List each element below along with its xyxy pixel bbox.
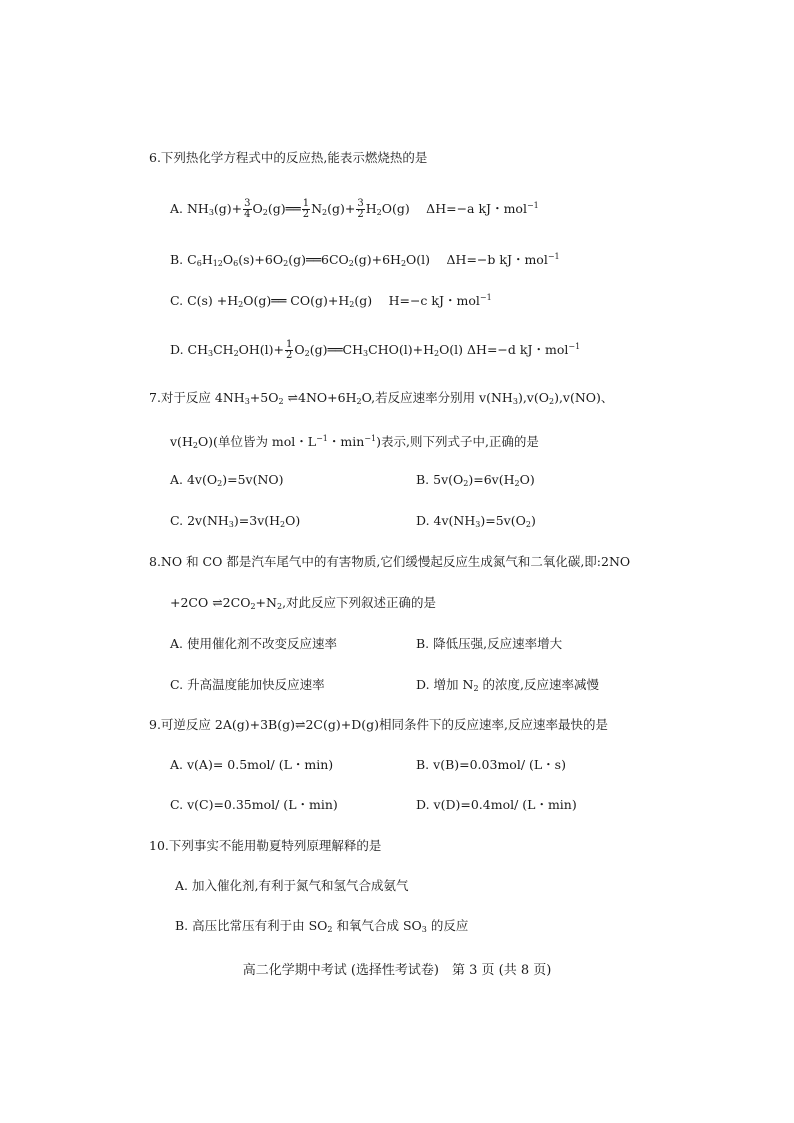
q6-option-b: B. $C_6H_{12}O_6(s)+6O_2(g)══6CO_2(g)+6H_2O(l)$ ΔH=−b kJ・mol$^{-1}$ bbox=[170, 252, 560, 268]
q7-option-d: D. $4v(NH_3)=5v(O_2)$ bbox=[416, 513, 536, 529]
fraction: $\frac{1}{2}$ bbox=[286, 339, 293, 361]
q9-option-c: C. v(C)=0.35mol/ (L・min) bbox=[170, 797, 338, 812]
q10-option-a: A. 加入催化剂,有利于氮气和氢气合成氨气 bbox=[175, 878, 409, 893]
q10-option-b: B. 高压比常压有利于由 $SO_2$ 和氧气合成 $SO_3$ 的反应 bbox=[175, 918, 469, 934]
q9-option-b: B. v(B)=0.03mol/ (L・s) bbox=[416, 757, 566, 772]
q6-option-c: C. $C(s) +H_2O(g)══$ $CO(g)+H_2(g)$ H=−c kJ・mol$^{-1}$ bbox=[170, 293, 492, 309]
q8-option-a: A. 使用催化剂不改变反应速率 bbox=[170, 636, 337, 651]
q7-option-a: A. $4v(O_2)=5v(NO)$ bbox=[170, 472, 284, 488]
q6-option-d: D. $CH_3CH_2OH(l)+$ $\frac{1}{2}$ $O_2(g)══CH_3CHO(l)+H_2O(l)$ ΔH=−d kJ・mol$^{-1}$ bbox=[170, 339, 581, 361]
q8-option-c: C. 升高温度能加快反应速率 bbox=[170, 677, 325, 692]
q8-stem-line2: +2CO $\rightleftharpoons 2CO_2+N_2$,对此反应下列叙述正确的是 bbox=[170, 595, 437, 611]
fraction: $\frac{3}{2}$ bbox=[357, 198, 364, 220]
q7-stem-line2: $v(H_2O)$(单位皆为 mol・$L^{-1}$・$\min^{-1}$)表示,则下列式子中,正确的是 bbox=[170, 434, 539, 450]
page-footer: 高二化学期中考试 (选择性考试卷) 第 3 页 (共 8 页) bbox=[242, 963, 552, 978]
q8-option-d: D. 增加 $N_2$ 的浓度,反应速率减慢 bbox=[416, 677, 599, 693]
q7-option-c: C. $2v(NH_3)=3v(H_2O)$ bbox=[170, 513, 301, 529]
q9-option-a: A. v(A)= 0.5mol/ (L・min) bbox=[170, 757, 334, 772]
q9-stem: 9.可逆反应 2A(g)+3B(g)⇌2C(g)+D(g)相同条件下的反应速率,反应速率最快的是 bbox=[149, 717, 608, 732]
fraction: $\frac{1}{2}$ bbox=[302, 198, 310, 220]
q9-option-d: D. v(D)=0.4mol/ (L・min) bbox=[416, 797, 577, 812]
q6-stem: 6.下列热化学方程式中的反应热,能表示燃烧热的是 bbox=[149, 150, 428, 165]
q7-stem-line1: 7.对于反应 $4NH_3+5O_2$ $\rightleftharpoons 4NO+6H_2O$,若反应速率分别用 $v(NH_3),v(O_2),v(NO)$、 bbox=[149, 390, 614, 406]
q7-option-b: B. $5v(O_2)=6v(H_2O)$ bbox=[416, 472, 535, 488]
q8-stem-line1: 8.NO 和 CO 都是汽车尾气中的有害物质,它们缓慢起反应生成氮气和二氧化碳,即:2NO bbox=[149, 554, 631, 569]
q10-stem: 10.下列事实不能用勒夏特列原理解释的是 bbox=[149, 838, 382, 853]
q8-option-b: B. 降低压强,反应速率增大 bbox=[416, 636, 563, 651]
fraction: $\frac{3}{4}$ bbox=[244, 198, 251, 220]
q6-option-a: A. $NH_3(g)+$ $\frac{3}{4}$ $O_2(g)══$ $\frac{1}{2}$ $N_2(g)+$ $\frac{3}{2}$ $H_2O(g)$ ΔH=−a kJ・mol$^{-1}$ bbox=[170, 198, 539, 220]
